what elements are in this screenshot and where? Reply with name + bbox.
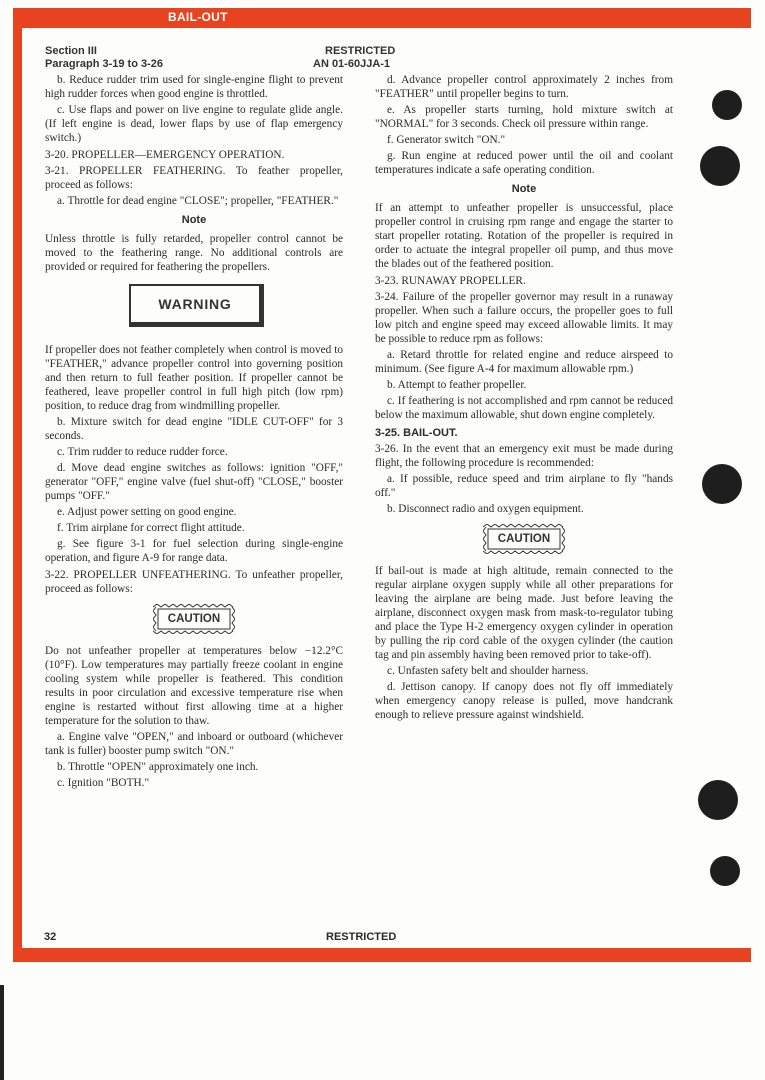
paragraph: a. Throttle for dead engine "CLOSE"; propeller, "FEATHER." xyxy=(57,195,339,207)
paragraph: c. Trim rudder to reduce rudder force. xyxy=(57,446,228,458)
footer-classification: RESTRICTED xyxy=(326,931,397,943)
left-column xyxy=(45,73,343,792)
punch-hole xyxy=(698,780,738,820)
paragraph: e. As propeller starts turning, hold mixture switch at "NORMAL" for 3 seconds. Check oil pressure within range. xyxy=(375,104,673,130)
paragraph: b. Throttle "OPEN" approximately one inch. xyxy=(57,761,259,773)
paragraph: d. Jettison canopy. If canopy does not fly off immediately when emergency canopy release is pulled, move handcrank enough to relieve pressure against windshield. xyxy=(375,681,673,721)
paragraph: c. Use flaps and power on live engine to regulate glide angle. (If left engine is dead, lower flaps by use of flap emergency switch.) xyxy=(45,104,343,144)
paragraph: e. Adjust power setting on good engine. xyxy=(57,506,237,518)
paragraph: 3-21. PROPELLER FEATHERING. To feather propeller, proceed as follows: xyxy=(45,165,343,191)
paragraph: a. Retard throttle for related engine and reduce airspeed to minimum. (See figure A-4 for maximum allowable rpm.) xyxy=(375,349,673,375)
punch-hole xyxy=(710,856,740,886)
caution-text: If bail-out is made at high altitude, remain connected to the regular airplane oxygen supply while all other preparations for leaving the airplane are being made. Just before leaving the airplane, disconnect oxygen mask from mask-to-regulator tubing and place the Type H-2 emergency oxygen cylinder in operation by pulling the rip cord cable of the oxygen cylinder (the caution tag and pin assembly having been removed prior to take-off). xyxy=(375,565,673,661)
warning-text: If propeller does not feather completely when control is moved to "FEATHER," advance propeller control into governing position and then return to full feather position. If propeller cannot be feathered, leave propeller control in full high pitch (low rpm) position, to reduce drag from windmilling propeller. xyxy=(45,344,343,412)
section-heading: 3-20. PROPELLER—EMERGENCY OPERATION. xyxy=(45,149,285,161)
punch-hole xyxy=(700,146,740,186)
header-classification: RESTRICTED xyxy=(325,45,396,57)
paragraph: 3-26. In the event that an emergency exit must be made during flight, the following procedure is recommended: xyxy=(375,443,673,469)
warning-box xyxy=(129,284,264,327)
section-label: Section III xyxy=(45,45,97,57)
bottom-banner xyxy=(13,948,751,962)
top-banner xyxy=(13,8,751,28)
paragraph: g. See figure 3-1 for fuel selection during single-engine operation, and figure A-9 for range data. xyxy=(45,538,343,564)
paragraph: g. Run engine at reduced power until the oil and coolant temperatures indicate a safe operating condition. xyxy=(375,150,673,176)
paragraph: b. Mixture switch for dead engine "IDLE CUT-OFF" for 3 seconds. xyxy=(45,416,343,442)
paragraph: c. Unfasten safety belt and shoulder harness. xyxy=(387,665,589,677)
note-label: Note xyxy=(511,183,537,195)
section-heading: 3-23. RUNAWAY PROPELLER. xyxy=(375,275,526,287)
caution-text: Do not unfeather propeller at temperatures below −12.2°C (10°F). Low temperatures may partially freeze coolant in engine cooling system while propeller is feathered. This condition results in poor circulation and excessive temperature rise when engine is restarted without first allowing time at a higher temperature for the solution to thaw. xyxy=(45,645,343,727)
note-text: If an attempt to unfeather propeller is unsuccessful, place propeller control in cruising rpm range and engage the starter to start propeller rotating. Rotation of the propeller is required in order to actuate the integral propeller oil pump, and thus move the blades out of the feathered position. xyxy=(375,202,673,270)
paragraph: 3-24. Failure of the propeller governor may result in a runaway propeller. When such a failure occurs, the propeller goes to full low pitch and engine speed may exceed allowable limits. It may be possible to reduce rpm as follows: xyxy=(375,291,673,345)
caution-box xyxy=(483,524,565,554)
binding-edge xyxy=(0,985,4,1080)
right-column xyxy=(375,73,673,724)
page-number: 32 xyxy=(44,931,57,943)
banner-title: BAIL-OUT xyxy=(168,10,228,24)
paragraph: a. If possible, reduce speed and trim airplane to fly "hands off." xyxy=(375,473,673,499)
paragraph: a. Engine valve "OPEN," and inboard or outboard (whichever tank is fuller) booster pump switch "ON." xyxy=(45,731,343,757)
punch-hole xyxy=(702,464,742,504)
paragraph: c. If feathering is not accomplished and rpm cannot be reduced below the maximum allowable, shut down engine completely. xyxy=(375,395,673,421)
paragraph: b. Reduce rudder trim used for single-engine flight to prevent high rudder forces when good engine is throttled. xyxy=(45,74,343,100)
paragraph: c. Ignition "BOTH." xyxy=(57,777,150,789)
paragraph: f. Generator switch "ON." xyxy=(387,134,506,146)
section-heading: 3-25. BAIL-OUT. xyxy=(375,427,458,439)
document-number: AN 01-60JJA-1 xyxy=(313,58,391,70)
punch-hole xyxy=(712,90,742,120)
paragraph-range: Paragraph 3-19 to 3-26 xyxy=(45,58,163,70)
warning-label: WARNING xyxy=(158,296,232,312)
paragraph: d. Advance propeller control approximately 2 inches from "FEATHER" until propeller begins to turn. xyxy=(375,74,673,100)
caution-label: CAUTION xyxy=(167,613,221,625)
caution-box xyxy=(153,604,235,634)
note-label: Note xyxy=(181,214,207,226)
left-margin-rule xyxy=(13,8,22,960)
section-heading: 3-22. PROPELLER UNFEATHERING. To unfeather propeller, proceed as follows: xyxy=(45,569,343,595)
paragraph: b. Attempt to feather propeller. xyxy=(387,379,527,391)
paragraph: b. Disconnect radio and oxygen equipment. xyxy=(387,503,584,515)
paragraph: d. Move dead engine switches as follows: ignition "OFF," generator "OFF," engine valve (fuel shut-off) "CLOSE," booster pumps "OFF." xyxy=(45,462,343,502)
paragraph: f. Trim airplane for correct flight attitude. xyxy=(57,522,245,534)
caution-label: CAUTION xyxy=(497,533,551,545)
note-text: Unless throttle is fully retarded, propeller control cannot be moved to the feathering range. No additional controls are provided or required for feathering the propellers. xyxy=(45,233,343,273)
